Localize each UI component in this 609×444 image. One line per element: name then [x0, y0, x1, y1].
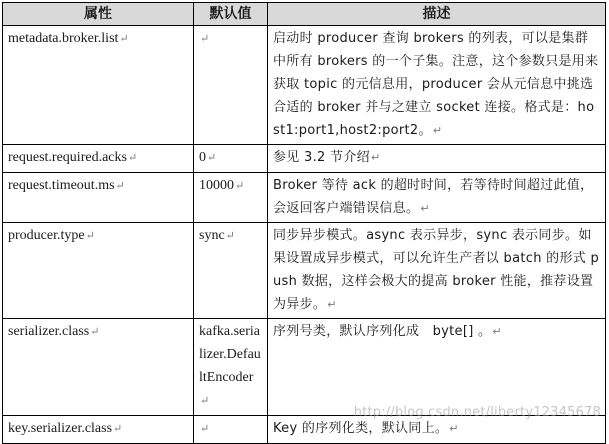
paragraph-mark-icon: ↵ [207, 152, 217, 164]
table-row [3, 26, 606, 145]
default-cell: sync↵ [194, 223, 268, 319]
paragraph-mark-icon: ↵ [327, 298, 337, 311]
properties-table [2, 2, 606, 444]
paragraph-mark-icon: ↵ [492, 325, 502, 338]
table-row [3, 173, 606, 223]
paragraph-mark-icon: ↵ [115, 180, 125, 192]
property-cell: request.required.acks↵ [3, 145, 194, 173]
table-row [3, 416, 606, 444]
property-cell: request.timeout.ms↵ [3, 173, 194, 223]
paragraph-mark-icon: ↵ [113, 423, 123, 435]
paragraph-mark-icon: ↵ [200, 33, 210, 45]
watermark: http://blog.csdn.net/liberty12345678 [353, 405, 601, 420]
default-cell: 10000↵ [194, 173, 268, 223]
description-cell: 参见 3.2 节介绍↵ [268, 145, 606, 173]
paragraph-mark-icon: ↵ [420, 202, 430, 215]
table-row [3, 145, 606, 173]
paragraph-mark-icon: ↵ [225, 230, 235, 242]
description-cell: Key 的序列化类，默认同上。↵ [268, 416, 606, 444]
table-row [3, 319, 606, 416]
description-cell: Broker 等待 ack 的超时时间，若等待时间超过此值，会返回客户端错误信息。↵ [268, 173, 606, 223]
header-property: 属性 [3, 3, 194, 26]
paragraph-mark-icon: ↵ [85, 230, 95, 242]
paragraph-mark-icon: ↵ [370, 151, 381, 164]
property-cell: serializer.class↵ [3, 319, 194, 416]
paragraph-mark-icon: ↵ [449, 422, 459, 435]
description-cell: 序列号类，默认序列化成 byte[] 。↵ [268, 319, 606, 416]
paragraph-mark-icon: ↵ [235, 180, 245, 192]
table-header-row [3, 3, 606, 26]
paragraph-mark-icon: ↵ [127, 152, 138, 164]
header-description: 描述 [268, 3, 606, 26]
description-cell: 启动时 producer 查询 brokers 的列表，可以是集群中所有 brokers 的一个子集。注意，这个参数只是用来获取 topic 的元信息用，producer 会从元信息中挑选合适的 broker 并与之建立 socket 连接。格式是：host1:port1,host2:port2。↵ [268, 26, 606, 145]
default-cell [194, 416, 268, 444]
property-cell: producer.type↵ [3, 223, 194, 319]
description-cell: 同步异步模式。async 表示异步，sync 表示同步。如果设置成异步模式，可以允许生产者以 batch 的形式 push 数据，这样会极大的提高 broker 性能，推荐设置为异步。↵ [268, 223, 606, 319]
table-row [3, 223, 606, 319]
default-cell [194, 26, 268, 145]
header-default: 默认值 [194, 3, 268, 26]
paragraph-mark-icon: ↵ [119, 33, 129, 45]
paragraph-mark-icon: ↵ [90, 326, 100, 338]
property-cell: metadata.broker.list↵ [3, 26, 194, 145]
paragraph-mark-icon: ↵ [200, 395, 210, 407]
default-cell: kafka.serializer.DefaultEncoder↵ [194, 319, 268, 416]
default-cell: 0↵ [194, 145, 268, 173]
paragraph-mark-icon: ↵ [200, 423, 210, 435]
property-cell: key.serializer.class↵ [3, 416, 194, 444]
paragraph-mark-icon: ↵ [432, 124, 443, 137]
